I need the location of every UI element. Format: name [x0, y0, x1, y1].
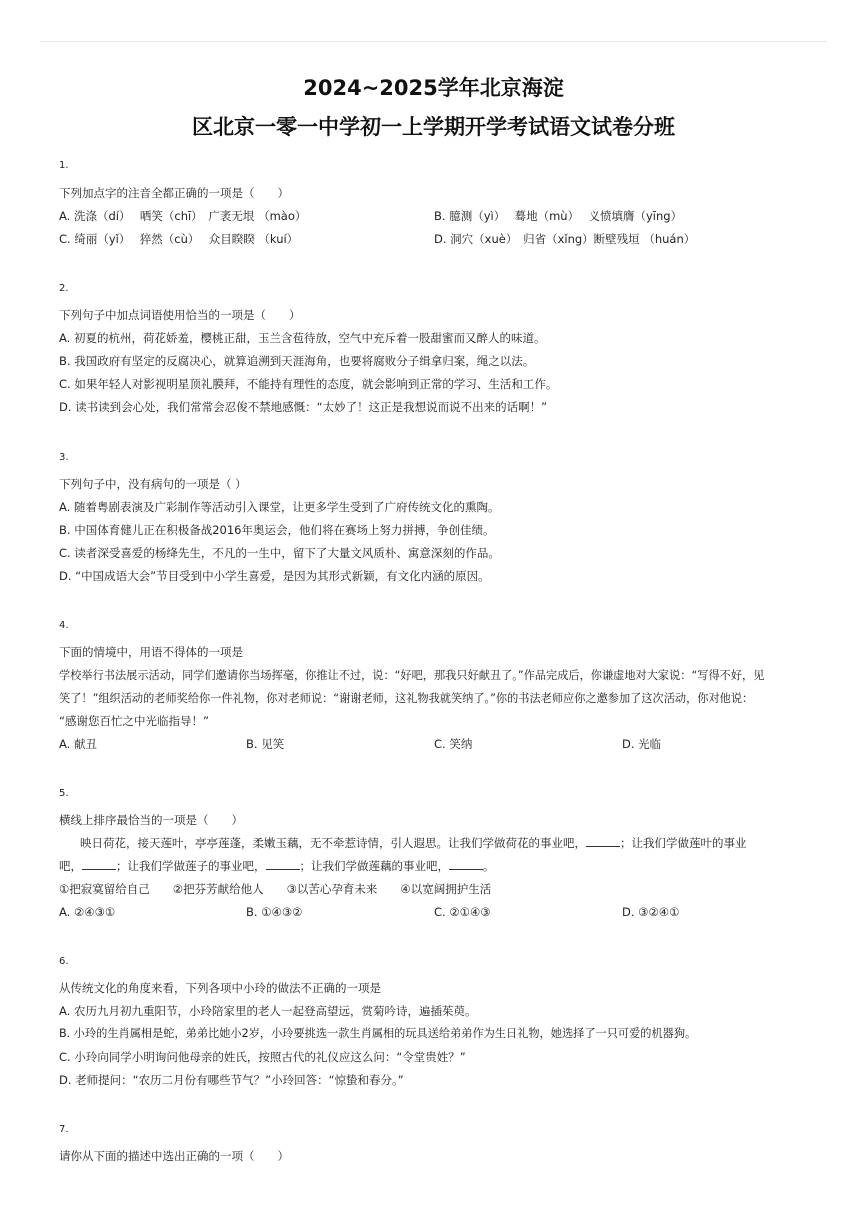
question-6-option-d: D. 老师提问：“农历二月份有哪些节气？”小玲回答：“惊蛰和春分。”: [59, 1073, 404, 1087]
passage-text: 映日荷花，接天莲叶，亭亭莲蓬，柔嫩玉藕，无不牵惹诗情，引人遐思。让我们学做荷花的事业吧，: [80, 836, 586, 850]
question-3-option-d: D. “中国成语大会”节目受到中小学生喜爱，是因为其形式新颖，有文化内涵的原因。: [59, 569, 490, 583]
question-3-option-c: C. 读者深受喜爱的杨绛先生，不凡的一生中，留下了大量文风质朴、寓意深刻的作品。: [59, 546, 500, 560]
question-2-stem: 下列句子中加点词语使用恰当的一项是（ ）: [59, 308, 301, 322]
question-4-passage-line1: 学校举行书法展示活动，同学们邀请你当场挥毫，你推让不过，说：“好吧，那我只好献丑了。”作品完成后，你谦虚地对大家说：“写得不好，见: [59, 669, 765, 682]
question-4-passage-line3: “感谢您百忙之中光临指导！”: [59, 714, 209, 728]
question-2-option-b: B. 我国政府有坚定的反腐决心，就算追溯到天涯海角，也要将腐败分子缉拿归案，绳之以法。: [59, 354, 535, 368]
answer-blank: [586, 835, 620, 847]
passage-text: 。: [483, 859, 495, 873]
question-5-option-a: A. ②④③①: [59, 905, 116, 919]
question-5-passage-line2: [59, 858, 495, 874]
passage-text: ；让我们学做莲子的事业吧，: [116, 859, 266, 873]
question-4-passage-line2: 笑了！”组织活动的老师奖给你一件礼物，你对老师说：“谢谢老师，这礼物我就笑纳了。”你的书法老师应你之邀参加了这次活动，你对他说：: [59, 692, 754, 705]
answer-blank: [449, 858, 483, 870]
question-4-option-a: A. 献丑: [59, 737, 97, 751]
top-divider: [40, 41, 827, 42]
question-3-number: 3.: [59, 452, 69, 463]
answer-blank: [266, 858, 300, 870]
question-5-passage-line1: [80, 835, 747, 851]
passage-text: 吧，: [59, 859, 82, 873]
question-5-option-c: C. ②①④③: [434, 905, 491, 919]
question-6-number: 6.: [59, 956, 69, 967]
question-7-number: 7.: [59, 1124, 69, 1135]
question-4-stem: 下面的情境中，用语不得体的一项是: [59, 645, 243, 659]
passage-text: ；让我们学做莲藕的事业吧，: [299, 859, 449, 873]
question-3-option-a: A. 随着粤剧表演及广彩制作等活动引入课堂，让更多学生受到了广府传统文化的熏陶。: [59, 500, 500, 514]
page-title-line2: 区北京一零一中学初一上学期开学考试语文试卷分班: [192, 115, 675, 139]
question-5-items: ①把寂寞留给自己 ②把芬芳献给他人 ③以苦心孕育未来 ④以宽阔拥护生活: [59, 882, 492, 896]
question-2-number: 2.: [59, 283, 69, 294]
answer-blank: [82, 858, 116, 870]
question-5-stem: 横线上排序最恰当的一项是（ ）: [59, 813, 243, 827]
question-6-option-c: C. 小玲向同学小明询问他母亲的姓氏，按照古代的礼仪应这么问：“令堂贵姓？”: [59, 1050, 466, 1064]
page-title-line1: 2024~2025学年北京海淀: [303, 76, 564, 100]
question-5-option-d: D. ③②④①: [622, 905, 680, 919]
question-4-option-d: D. 光临: [622, 737, 662, 751]
question-1-option-b: B. 臆测（yì） 蓦地（mù） 义愤填膺（yīng）: [434, 209, 683, 223]
question-1-option-a: A. 洗涤（dí） 哂笑（chī） 广袤无垠 （mào）: [59, 209, 307, 223]
passage-text: ；让我们学做莲叶的事业: [620, 836, 747, 850]
question-1-number: 1.: [59, 160, 69, 171]
question-4-option-c: C. 笑纳: [434, 737, 473, 751]
question-1-option-c: C. 绮丽（yǐ） 猝然（cù） 众目睽睽 （kuí）: [59, 232, 299, 246]
question-3-stem: 下列句子中，没有病句的一项是（ ）: [59, 477, 247, 491]
question-2-option-d: D. 读书读到会心处，我们常常会忍俊不禁地感慨：“太妙了！这正是我想说而说不出来的话啊！”: [59, 400, 548, 414]
question-7-stem: 请你从下面的描述中选出正确的一项（ ）: [59, 1149, 289, 1163]
question-1-stem: 下列加点字的注音全都正确的一项是（ ）: [59, 186, 289, 200]
question-2-option-c: C. 如果年轻人对影视明星顶礼膜拜，不能持有理性的态度，就会影响到正常的学习、生活和工作。: [59, 377, 558, 391]
question-4-option-b: B. 见笑: [246, 737, 285, 751]
question-5-option-b: B. ①④③②: [246, 905, 303, 919]
question-5-number: 5.: [59, 788, 69, 799]
question-6-option-b: B. 小玲的生肖属相是蛇，弟弟比她小2岁，小玲要挑选一款生肖属相的玩具送给弟弟作为生日礼物，她选择了一只可爱的机器狗。: [59, 1027, 697, 1040]
question-6-stem: 从传统文化的角度来看，下列各项中小玲的做法不正确的一项是: [59, 981, 381, 995]
question-2-option-a: A. 初夏的杭州，荷花娇羞，樱桃正甜，玉兰含苞待放，空气中充斥着一股甜蜜而又醉人的味道。: [59, 331, 546, 345]
question-4-number: 4.: [59, 620, 69, 631]
question-6-option-a: A. 农历九月初九重阳节，小玲陪家里的老人一起登高望远，赏菊吟诗，遍插茱萸。: [59, 1004, 477, 1018]
question-1-option-d: D. 洞穴（xuè） 归省（xǐng）断壁残垣 （huán）: [434, 232, 696, 246]
question-3-option-b: B. 中国体育健儿正在积极备战2016年奥运会，他们将在赛场上努力拼搏，争创佳绩。: [59, 523, 495, 537]
